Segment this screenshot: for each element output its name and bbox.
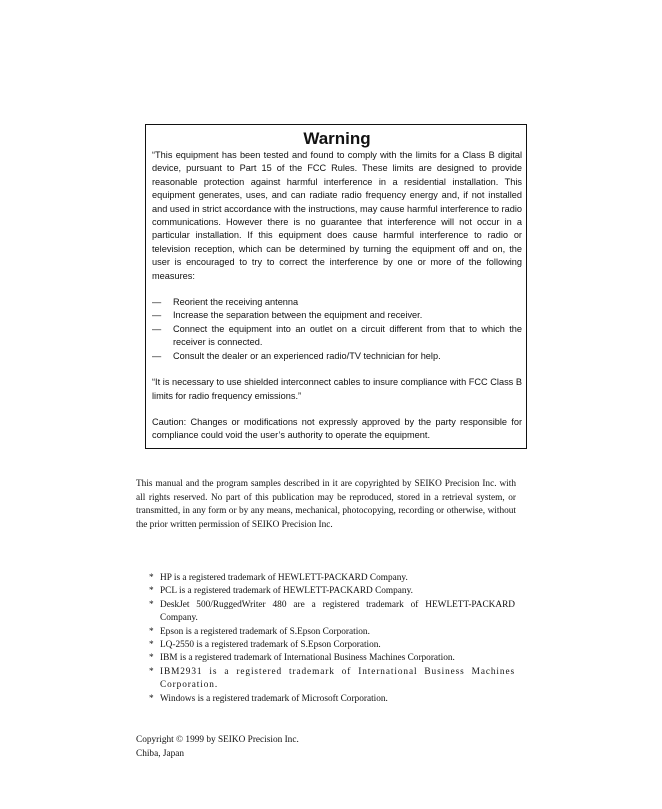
copyright-notice: This manual and the program samples described in it are copyrighted by SEIKO Precision Inc. with all rights reserved. No part of this publication may be reproduced, stored in a retrieval system, or transmitted, in any form or by any means, mechanical, photocopying, recording or otherwise, without the prior written permission of SEIKO Precision Inc. — [136, 479, 516, 530]
asterisk-marker: * — [149, 693, 154, 704]
trademark-list — [149, 572, 515, 706]
interference-measures-list — [152, 296, 522, 363]
asterisk-marker: * — [149, 640, 154, 651]
list-item — [152, 296, 522, 309]
list-item — [149, 666, 515, 693]
fcc-warning-box — [145, 124, 527, 449]
measure-text: Reorient the receiving antenna — [173, 297, 299, 308]
dash-marker: — — [152, 350, 162, 361]
list-item — [152, 323, 522, 350]
trademark-text: LQ-2550 is a registered trademark of S.Epson Corporation. — [160, 640, 381, 651]
caution-statement: Caution: Changes or modifications not expressly approved by the party responsible for compliance could void the user’s authority to operate the equipment. — [152, 416, 522, 441]
asterisk-marker: * — [149, 666, 154, 677]
shielded-cables-statement: “It is necessary to use shielded interconnect cables to insure compliance with FCC Class B limits for radio frequency emissions.” — [152, 377, 522, 401]
measure-text: Connect the equipment into an outlet on a circuit different from that to which the receiver is connected. — [173, 323, 522, 348]
trademark-text: PCL is a registered trademark of HEWLETT-PACKARD Company. — [160, 586, 413, 597]
dash-marker: — — [152, 310, 162, 321]
list-item — [149, 639, 515, 652]
list-item — [149, 572, 515, 585]
asterisk-marker: * — [149, 653, 154, 664]
asterisk-marker: * — [149, 586, 154, 597]
list-item — [149, 585, 515, 598]
list-item — [149, 626, 515, 639]
dash-marker: — — [152, 297, 162, 308]
trademark-text: DeskJet 500/RuggedWriter 480 are a registered trademark of HEWLETT-PACKARD Company. — [160, 599, 515, 624]
copyright-footer — [136, 733, 299, 761]
trademark-text: IBM2931 is a registered trademark of International Business Machines Corporation. — [160, 666, 515, 691]
trademark-text: Windows is a registered trademark of Microsoft Corporation. — [160, 693, 388, 704]
measure-text: Consult the dealer or an experienced radio/TV technician for help. — [173, 350, 441, 361]
copyright-line: Copyright © 1999 by SEIKO Precision Inc. — [136, 735, 299, 745]
list-item — [149, 652, 515, 665]
list-item — [152, 350, 522, 363]
dash-marker: — — [152, 323, 162, 334]
list-item — [149, 599, 515, 626]
warning-title: Warning — [303, 129, 371, 148]
list-item — [152, 309, 522, 322]
fcc-compliance-statement: “This equipment has been tested and found to comply with the limits for a Class B digital device, pursuant to Part 15 of the FCC Rules. These limits are designed to provide reasonable protection against harmful interference in a residential installation. This equipment generates, uses, and can radiate radio frequency energy and, if not installed and used in strict accordance with the instructions, may cause harmful interference to radio communications. However there is no guarantee that interference will not occur in a particular installation. If this equipment does cause harmful interference to radio or television reception, which can be determined by turning the equipment off and on, the user is encouraged to try to correct the interference by one or more of the following measures: — [152, 150, 522, 281]
location-line: Chiba, Japan — [136, 749, 185, 759]
asterisk-marker: * — [149, 573, 154, 583]
measure-text: Increase the separation between the equipment and receiver. — [173, 310, 423, 321]
asterisk-marker: * — [149, 599, 154, 610]
trademark-text: IBM is a registered trademark of International Business Machines Corporation. — [160, 653, 455, 664]
trademark-text: Epson is a registered trademark of S.Epson Corporation. — [160, 626, 370, 637]
asterisk-marker: * — [149, 626, 154, 637]
trademark-text: HP is a registered trademark of HEWLETT-PACKARD Company. — [160, 573, 408, 583]
list-item — [149, 693, 515, 706]
